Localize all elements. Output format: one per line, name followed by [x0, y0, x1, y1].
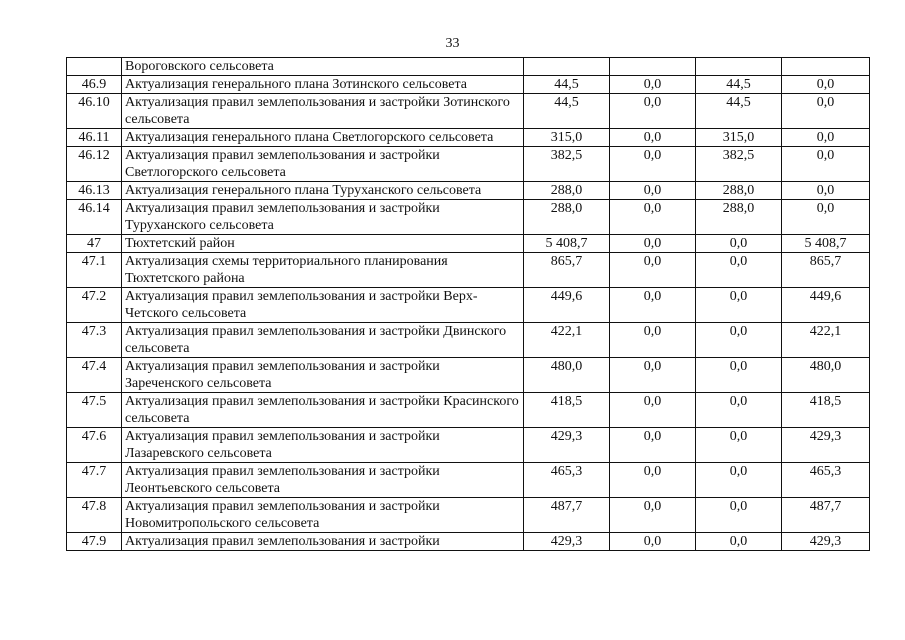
row-value-4: 418,5	[782, 393, 870, 428]
table-row	[67, 182, 870, 200]
row-value-1: 422,1	[524, 323, 610, 358]
row-name: Актуализация правил землепользования и застройки Леонтьевского сельсовета	[122, 463, 524, 498]
row-value-3: 0,0	[696, 253, 782, 288]
row-value-2: 0,0	[610, 533, 696, 551]
table-row	[67, 94, 870, 129]
row-name: Актуализация правил землепользования и застройки Лазаревского сельсовета	[122, 428, 524, 463]
row-name: Актуализация генерального плана Зотинского сельсовета	[122, 76, 524, 94]
row-value-2: 0,0	[610, 498, 696, 533]
row-value-1: 429,3	[524, 428, 610, 463]
row-number: 46.11	[67, 129, 122, 147]
table-row	[67, 498, 870, 533]
row-number: 46.12	[67, 147, 122, 182]
table-row	[67, 533, 870, 551]
table-row	[67, 323, 870, 358]
row-name: Актуализация правил землепользования и застройки	[122, 533, 524, 551]
row-name: Актуализация генерального плана Туруханского сельсовета	[122, 182, 524, 200]
table-row	[67, 200, 870, 235]
table-row	[67, 147, 870, 182]
row-name: Тюхтетский район	[122, 235, 524, 253]
row-value-4: 865,7	[782, 253, 870, 288]
row-value-1: 487,7	[524, 498, 610, 533]
row-value-3: 0,0	[696, 498, 782, 533]
row-name: Актуализация генерального плана Светлогорского сельсовета	[122, 129, 524, 147]
row-value-2: 0,0	[610, 463, 696, 498]
row-name: Актуализация правил землепользования и застройки Новомитропольского сельсовета	[122, 498, 524, 533]
row-value-2: 0,0	[610, 358, 696, 393]
row-value-4: 0,0	[782, 94, 870, 129]
row-value-4: 480,0	[782, 358, 870, 393]
row-value-3: 0,0	[696, 428, 782, 463]
table-row	[67, 358, 870, 393]
row-value-1: 44,5	[524, 76, 610, 94]
row-value-1: 315,0	[524, 129, 610, 147]
row-value-4: 0,0	[782, 200, 870, 235]
row-number: 47	[67, 235, 122, 253]
row-value-1: 382,5	[524, 147, 610, 182]
row-value-1: 429,3	[524, 533, 610, 551]
table-row	[67, 235, 870, 253]
budget-table	[66, 57, 870, 551]
row-value-1: 288,0	[524, 200, 610, 235]
row-number: 47.9	[67, 533, 122, 551]
row-value-2: 0,0	[610, 323, 696, 358]
row-value-4: 487,7	[782, 498, 870, 533]
row-value-3: 288,0	[696, 200, 782, 235]
row-name: Актуализация правил землепользования и застройки Зареченского сельсовета	[122, 358, 524, 393]
row-value-1	[524, 58, 610, 76]
row-value-3: 315,0	[696, 129, 782, 147]
row-name: Вороговского сельсовета	[122, 58, 524, 76]
row-number: 47.2	[67, 288, 122, 323]
row-number: 47.6	[67, 428, 122, 463]
table-row	[67, 58, 870, 76]
row-value-2: 0,0	[610, 147, 696, 182]
row-value-2: 0,0	[610, 94, 696, 129]
row-number: 46.13	[67, 182, 122, 200]
row-name: Актуализация схемы территориального планирования Тюхтетского района	[122, 253, 524, 288]
row-value-3: 0,0	[696, 533, 782, 551]
row-value-3: 0,0	[696, 463, 782, 498]
table-row	[67, 288, 870, 323]
table-row	[67, 76, 870, 94]
row-value-2: 0,0	[610, 129, 696, 147]
row-value-2: 0,0	[610, 76, 696, 94]
row-value-4: 429,3	[782, 533, 870, 551]
row-value-4: 429,3	[782, 428, 870, 463]
row-value-3: 0,0	[696, 235, 782, 253]
row-value-2: 0,0	[610, 428, 696, 463]
row-value-3: 0,0	[696, 323, 782, 358]
row-value-2: 0,0	[610, 235, 696, 253]
row-value-1: 465,3	[524, 463, 610, 498]
table-row	[67, 253, 870, 288]
row-number: 47.3	[67, 323, 122, 358]
row-value-1: 5 408,7	[524, 235, 610, 253]
row-value-3: 0,0	[696, 393, 782, 428]
row-value-4: 0,0	[782, 76, 870, 94]
row-value-1: 865,7	[524, 253, 610, 288]
row-number: 47.1	[67, 253, 122, 288]
row-value-3: 44,5	[696, 76, 782, 94]
row-value-4: 0,0	[782, 182, 870, 200]
row-value-4: 0,0	[782, 129, 870, 147]
row-value-2: 0,0	[610, 288, 696, 323]
table-row	[67, 428, 870, 463]
row-value-2: 0,0	[610, 253, 696, 288]
row-value-3: 0,0	[696, 358, 782, 393]
row-value-2: 0,0	[610, 200, 696, 235]
row-value-2: 0,0	[610, 182, 696, 200]
row-number: 46.9	[67, 76, 122, 94]
table-row	[67, 463, 870, 498]
row-value-1: 288,0	[524, 182, 610, 200]
row-name: Актуализация правил землепользования и застройки Верх-Четского сельсовета	[122, 288, 524, 323]
row-number: 46.14	[67, 200, 122, 235]
row-value-3: 288,0	[696, 182, 782, 200]
table-row	[67, 129, 870, 147]
page-number: 33	[445, 36, 460, 51]
table-row	[67, 393, 870, 428]
row-number: 46.10	[67, 94, 122, 129]
row-value-4: 449,6	[782, 288, 870, 323]
row-number: 47.8	[67, 498, 122, 533]
row-value-1: 480,0	[524, 358, 610, 393]
row-value-2: 0,0	[610, 393, 696, 428]
row-number	[67, 58, 122, 76]
row-name: Актуализация правил землепользования и застройки Светлогорского сельсовета	[122, 147, 524, 182]
row-name: Актуализация правил землепользования и застройки Туруханского сельсовета	[122, 200, 524, 235]
row-name: Актуализация правил землепользования и застройки Зотинского сельсовета	[122, 94, 524, 129]
row-value-1: 449,6	[524, 288, 610, 323]
row-value-3: 382,5	[696, 147, 782, 182]
row-value-3: 0,0	[696, 288, 782, 323]
row-value-1: 44,5	[524, 94, 610, 129]
row-value-2	[610, 58, 696, 76]
row-name: Актуализация правил землепользования и застройки Двинского сельсовета	[122, 323, 524, 358]
row-value-1: 418,5	[524, 393, 610, 428]
row-value-3: 44,5	[696, 94, 782, 129]
row-number: 47.4	[67, 358, 122, 393]
row-value-4: 5 408,7	[782, 235, 870, 253]
row-number: 47.7	[67, 463, 122, 498]
row-value-3	[696, 58, 782, 76]
row-value-4: 0,0	[782, 147, 870, 182]
row-number: 47.5	[67, 393, 122, 428]
row-value-4: 422,1	[782, 323, 870, 358]
row-value-4	[782, 58, 870, 76]
row-name: Актуализация правил землепользования и застройки Красинского сельсовета	[122, 393, 524, 428]
row-value-4: 465,3	[782, 463, 870, 498]
